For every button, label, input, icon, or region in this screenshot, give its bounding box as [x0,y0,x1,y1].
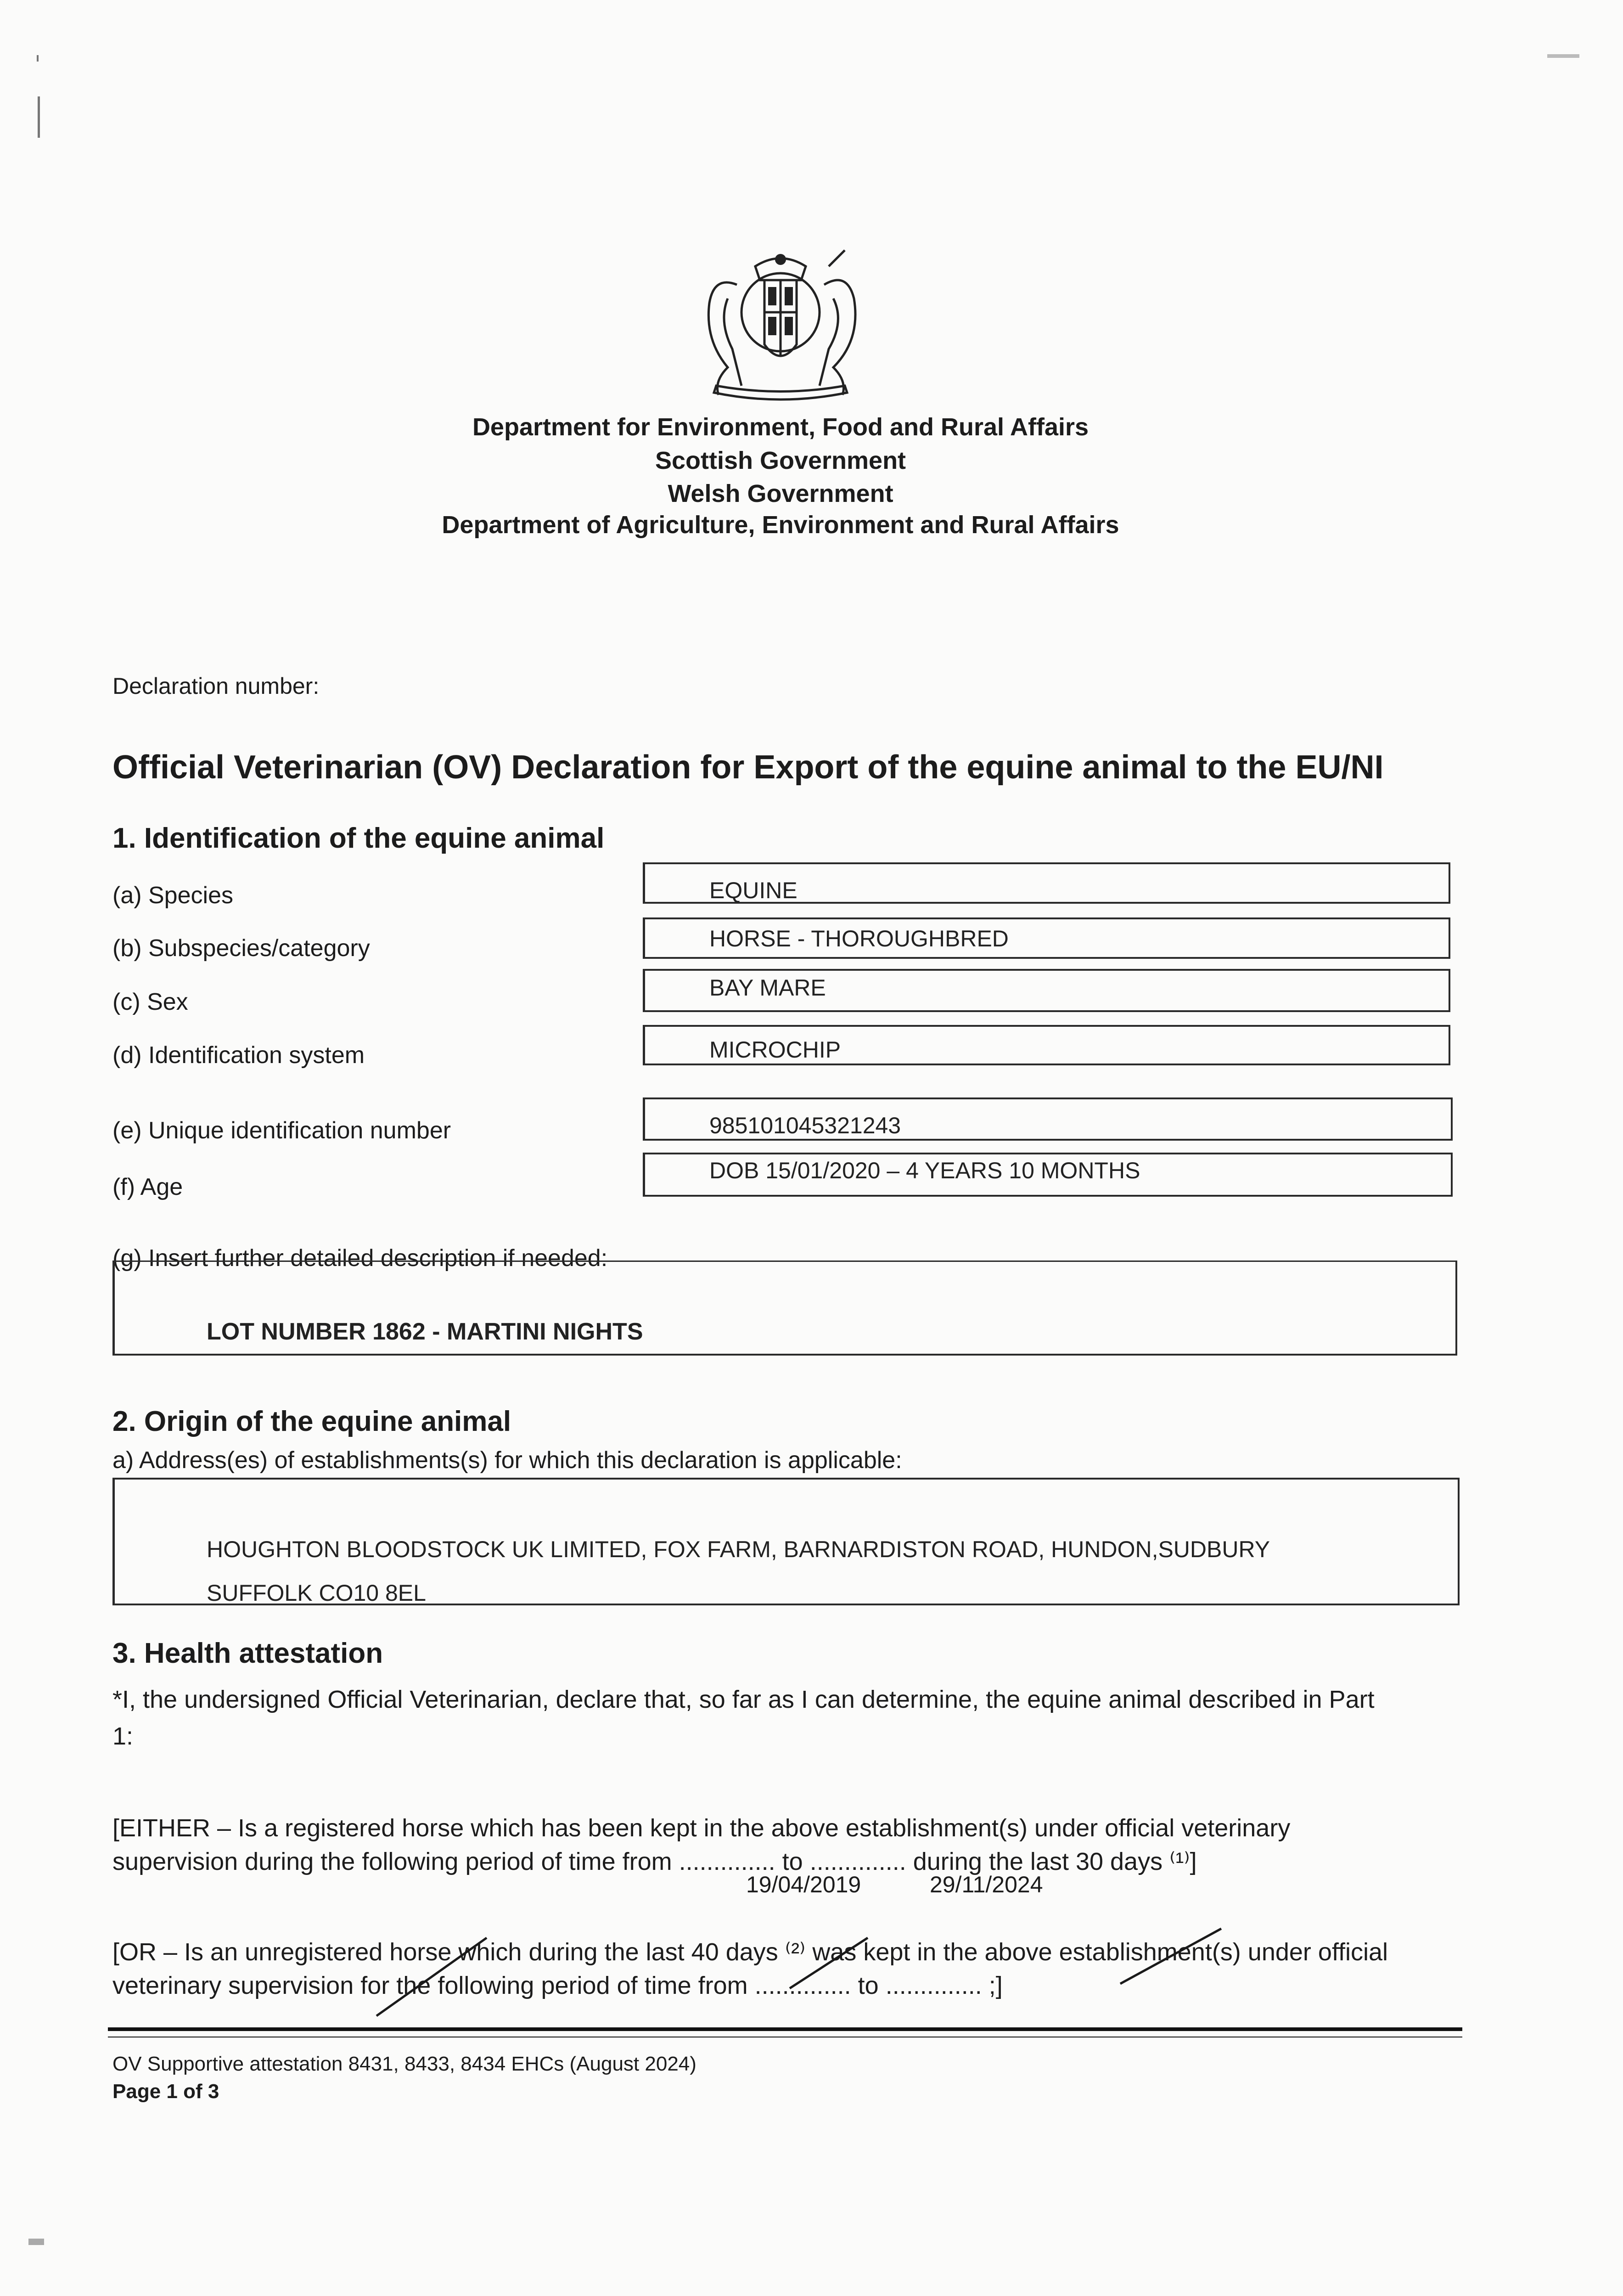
address-line-2: SUFFOLK CO10 8EL [207,1580,426,1606]
attestation-intro-line: 1: [112,1722,134,1750]
sex-value: BAY MARE [709,975,826,1001]
or-clause-line: [OR – Is an unregistered horse which during the last 40 days ⁽²⁾ was kept in the above establishment(s) under official [112,1938,1388,1966]
scan-mark [28,2239,44,2245]
further-description-value: LOT NUMBER 1862 - MARTINI NIGHTS [207,1318,643,1345]
footer-attestation-reference: OV Supportive attestation 8431, 8433, 8434 EHCs (August 2024) [112,2053,696,2075]
species-label: (a) Species [112,882,233,909]
or-clause-line: veterinary supervision for the following period of time from .............. to .............. ;] [112,1972,1003,1999]
supervision-date-from: 19/04/2019 [746,1872,861,1897]
royal-coat-of-arms-icon [686,248,875,404]
unique-id-value: 985101045321243 [709,1113,901,1138]
address-line-1: HOUGHTON BLOODSTOCK UK LIMITED, FOX FARM, BARNARDISTON ROAD, HUNDON,SUDBURY [207,1536,1270,1562]
either-clause-line: supervision during the following period of time from .............. to .............. during the last 30 days ⁽¹⁾] [112,1848,1197,1875]
scan-mark [1547,54,1579,58]
subspecies-label: (b) Subspecies/category [112,935,370,962]
unique-id-label: (e) Unique identification number [112,1117,451,1144]
attestation-intro-line: *I, the undersigned Official Veterinarian, declare that, so far as I can determine, the equine animal described in Part [112,1686,1375,1713]
section-heading: 1. Identification of the equine animal [112,822,605,854]
header-department-line: Scottish Government [655,447,906,474]
age-value: DOB 15/01/2020 – 4 YEARS 10 MONTHS [709,1158,1140,1183]
footer-page-number: Page 1 of 3 [112,2080,219,2103]
scan-mark [37,55,39,62]
section-heading: 2. Origin of the equine animal [112,1406,511,1437]
identification-system-value: MICROCHIP [709,1037,841,1063]
page-title: Official Veterinarian (OV) Declaration for Export of the equine animal to the EU/NI [112,749,1384,786]
footer-divider [108,2027,1462,2031]
header-department-line: Department of Agriculture, Environment and Rural Affairs [442,511,1119,539]
section-heading: 3. Health attestation [112,1638,383,1669]
header-department-line: Department for Environment, Food and Rural Affairs [472,413,1089,441]
supervision-date-to: 29/11/2024 [930,1872,1043,1897]
further-description-label: (g) Insert further detailed description if needed: [112,1245,608,1272]
strikethrough-mark [321,1919,1240,2020]
address-label: a) Address(es) of establishments(s) for which this declaration is applicable: [112,1447,902,1474]
sex-label: (c) Sex [112,989,188,1015]
age-label: (f) Age [112,1174,183,1200]
header-department-line: Welsh Government [668,480,893,507]
identification-system-label: (d) Identification system [112,1042,365,1069]
subspecies-value: HORSE - THOROUGHBRED [709,926,1009,951]
scan-mark [38,96,40,138]
declaration-number-label: Declaration number: [112,673,320,699]
either-clause-line: [EITHER – Is a registered horse which has been kept in the above establishment(s) under official veterinary [112,1814,1291,1842]
species-value: EQUINE [709,878,797,903]
